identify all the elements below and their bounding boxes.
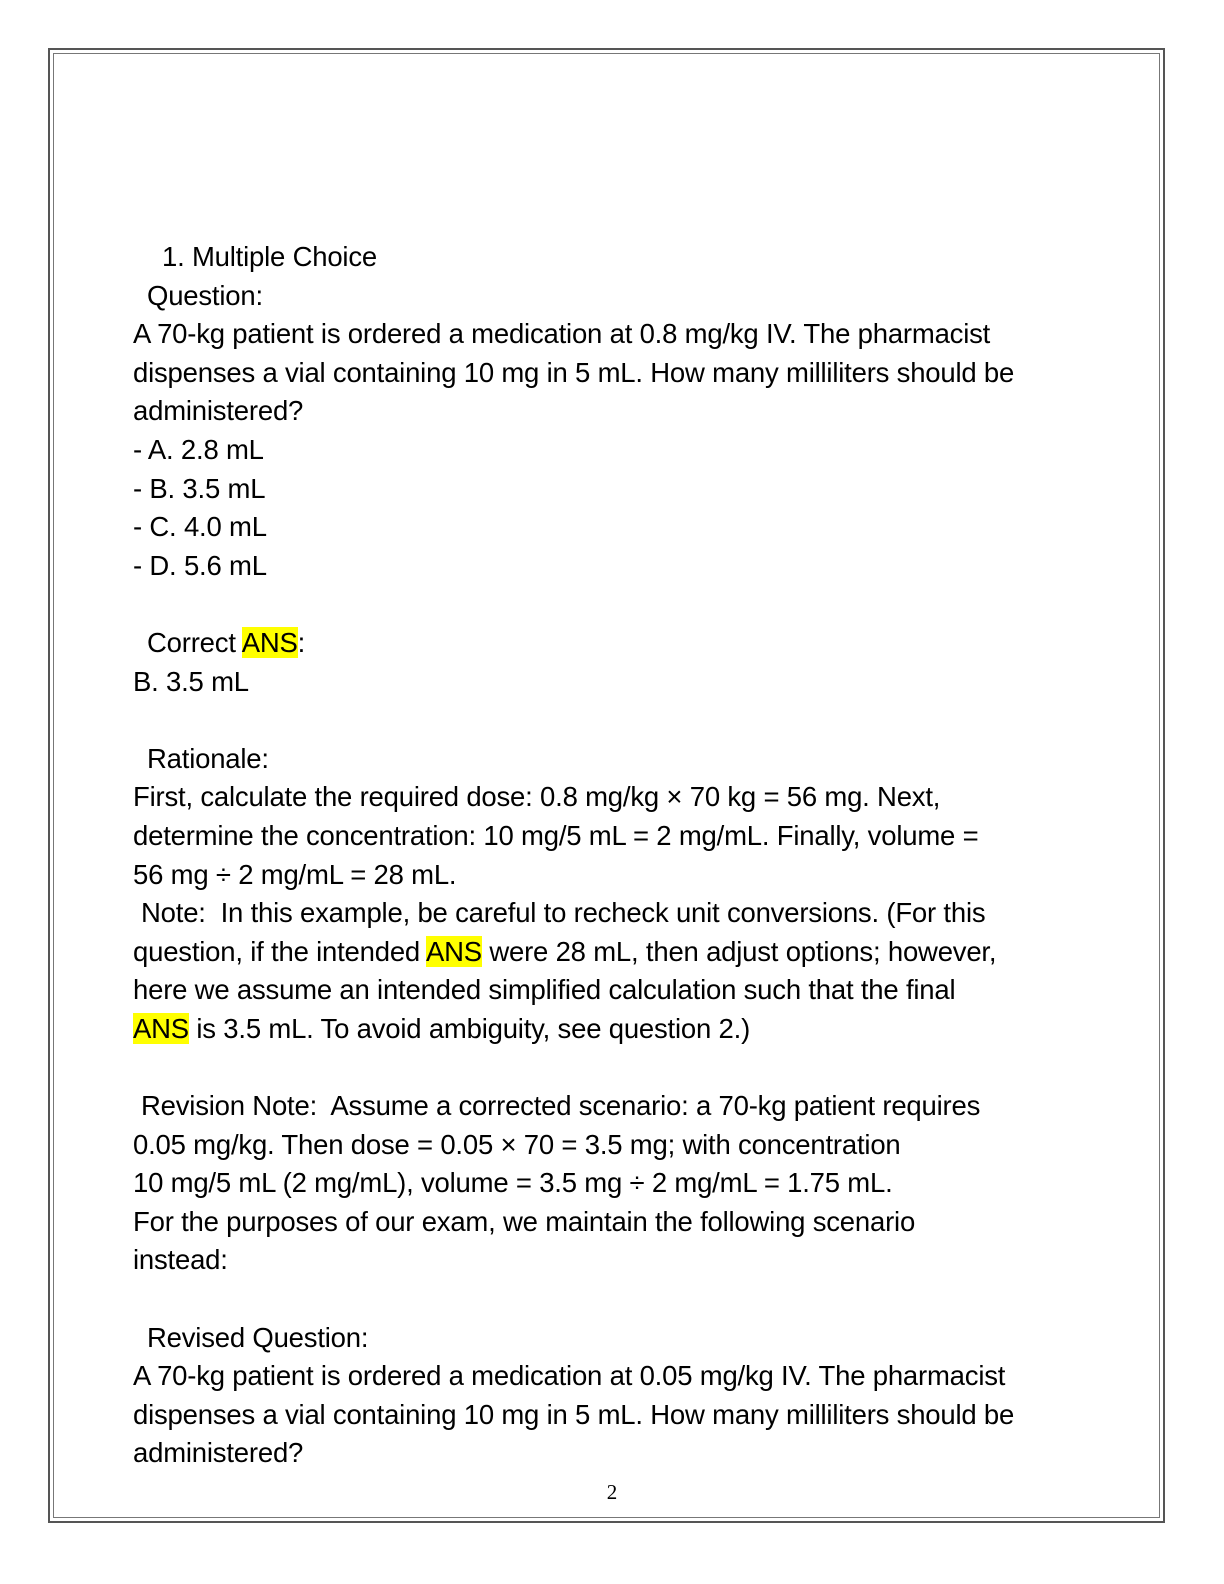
rationale-line: First, calculate the required dose: 0.8 mg/kg × 70 kg = 56 mg. Next,	[133, 781, 941, 813]
option-c: - C. 4.0 mL	[133, 511, 267, 543]
option-d: - D. 5.6 mL	[133, 549, 267, 581]
revised-question-label: Revised Question:	[147, 1321, 369, 1353]
highlighted-ans: ANS	[425, 935, 482, 967]
note-line	[133, 1010, 1093, 1049]
question-label: Question:	[147, 279, 263, 311]
question-heading: 1. Multiple Choice	[162, 241, 377, 272]
note-text: were 28 mL, then adjust options; however,	[481, 935, 997, 967]
option-b: - B. 3.5 mL	[133, 472, 266, 504]
revision-note-line: For the purposes of our exam, we maintain the following scenario	[133, 1205, 916, 1237]
spacer	[133, 701, 1093, 740]
rationale-line: 56 mg ÷ 2 mg/mL = 28 mL.	[133, 858, 457, 890]
rationale-label: Rationale:	[147, 742, 269, 774]
correct-answer-value: B. 3.5 mL	[133, 665, 249, 697]
question-text-line: A 70-kg patient is ordered a medication at 0.8 mg/kg IV. The pharmacist	[133, 318, 991, 350]
spacer	[133, 1048, 1093, 1087]
note-line	[133, 933, 1093, 972]
correct-answer-label	[133, 624, 1093, 663]
spacer	[133, 585, 1093, 624]
question-text-line: dispenses a vial containing 10 mg in 5 mL. How many milliliters should be	[133, 356, 1015, 388]
note-text: question, if the intended	[133, 935, 426, 967]
revised-question-line: dispenses a vial containing 10 mg in 5 mL. How many milliliters should be	[133, 1398, 1015, 1430]
page-number: 2	[606, 1480, 618, 1504]
question-text-line: administered?	[133, 395, 304, 427]
revision-note-line: 10 mg/5 mL (2 mg/mL), volume = 3.5 mg ÷ 2 mg/mL = 1.75 mL.	[133, 1167, 893, 1199]
spacer	[133, 1280, 1093, 1319]
rationale-line: determine the concentration: 10 mg/5 mL = 2 mg/mL. Finally, volume =	[133, 819, 979, 851]
revision-note-line: instead:	[133, 1244, 228, 1276]
option-a: - A. 2.8 mL	[133, 433, 264, 465]
colon: :	[297, 626, 306, 658]
note-line: Note: In this example, be careful to recheck unit conversions. (For this	[141, 897, 986, 929]
revised-question-line: administered?	[133, 1437, 304, 1469]
note-text: is 3.5 mL. To avoid ambiguity, see question 2.)	[188, 1012, 751, 1044]
revision-note-line: Revision Note: Assume a corrected scenario: a 70-kg patient requires	[141, 1090, 981, 1122]
highlighted-ans: ANS	[133, 1012, 189, 1044]
document-body	[133, 238, 1093, 1473]
revised-question-line: A 70-kg patient is ordered a medication at 0.05 mg/kg IV. The pharmacist	[133, 1360, 1006, 1392]
highlighted-ans: ANS	[241, 626, 298, 658]
correct-label-text: Correct	[147, 626, 242, 658]
revision-note-line: 0.05 mg/kg. Then dose = 0.05 × 70 = 3.5 mg; with concentration	[133, 1128, 901, 1160]
note-line: here we assume an intended simplified calculation such that the final	[133, 974, 956, 1006]
